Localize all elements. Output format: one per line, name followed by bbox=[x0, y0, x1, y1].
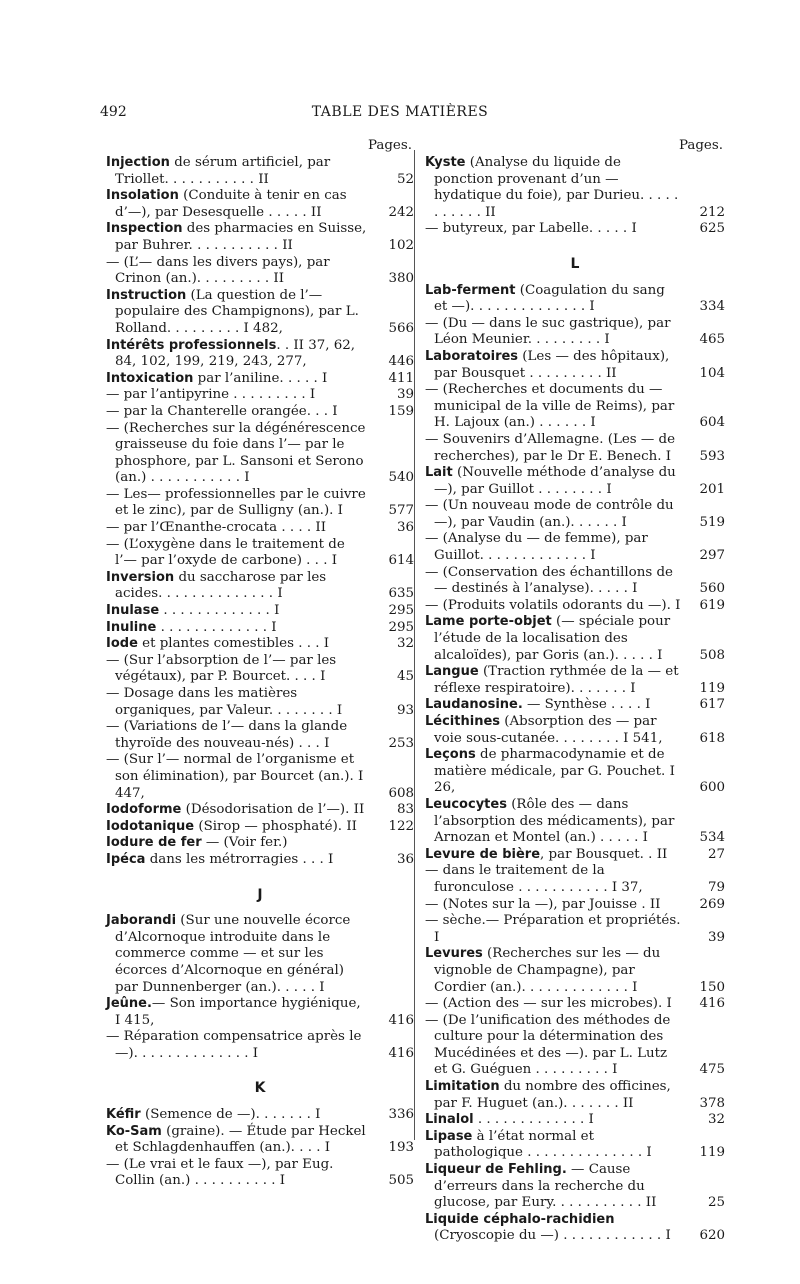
index-entry bbox=[106, 155, 414, 188]
index-entry bbox=[425, 155, 725, 221]
entry-keyword: Intérêts professionnels bbox=[106, 337, 277, 353]
entry-text: — butyreux, par Labelle. . . . . I bbox=[425, 221, 637, 237]
section-letter: L bbox=[570, 255, 580, 272]
index-entry bbox=[425, 316, 725, 349]
entry-page: 25 bbox=[707, 1195, 725, 1211]
index-entry bbox=[106, 537, 414, 570]
index-entry bbox=[106, 620, 414, 637]
index-entry bbox=[106, 404, 414, 421]
entry-page: 295 bbox=[388, 619, 414, 635]
entry-keyword: Liquide céphalo-rachidien bbox=[425, 1211, 615, 1227]
entry-keyword: Inuline bbox=[106, 619, 157, 635]
entry-page: 540 bbox=[388, 470, 414, 486]
index-entry bbox=[425, 432, 725, 465]
index-entry bbox=[425, 465, 725, 498]
entry-keyword: Inspection bbox=[106, 221, 183, 237]
entry-page: 566 bbox=[388, 320, 414, 336]
entry-text: — (De l’unification des méthodes de culture pour la détermination des Mucédinées et des —). par L. Lutz et G. Guéguen . . . . . . . . . I bbox=[425, 1012, 671, 1078]
entry-keyword: Jeûne. bbox=[106, 996, 152, 1012]
index-entry bbox=[106, 686, 414, 719]
index-entry bbox=[425, 946, 725, 996]
entry-page: 617 bbox=[699, 697, 725, 713]
entry-page: 45 bbox=[396, 669, 414, 685]
index-entry bbox=[425, 714, 725, 747]
index-entry bbox=[106, 255, 414, 288]
pages-label-right: Pages. bbox=[678, 138, 723, 153]
index-entry bbox=[106, 338, 414, 371]
entry-keyword: Leçons bbox=[425, 747, 476, 763]
index-entry bbox=[106, 996, 414, 1029]
index-entry bbox=[425, 598, 725, 615]
entry-text: — (Un nouveau mode de contrôle du —), par Vaudin (an.). . . . . . I bbox=[425, 498, 674, 530]
entry-page: 614 bbox=[388, 553, 414, 569]
entry-page: 635 bbox=[388, 586, 414, 602]
entry-text: de pharmacodynamie et de matière médicale, par G. Pouchet. I 26, bbox=[434, 747, 675, 796]
index-entry bbox=[425, 913, 725, 946]
entry-keyword: Laboratoires bbox=[425, 348, 519, 364]
entry-text: (Désodorisation de l’—). II bbox=[181, 802, 365, 818]
entry-page: 39 bbox=[396, 387, 414, 403]
index-entry bbox=[425, 1129, 725, 1162]
entry-page: 102 bbox=[388, 237, 414, 253]
entry-page: 104 bbox=[699, 365, 725, 381]
entry-keyword: Lab-ferment bbox=[425, 282, 516, 298]
entry-page: 39 bbox=[707, 929, 725, 945]
entry-text: — Les— professionnelles par le cuivre et le zinc), par de Sulligny (an.). I bbox=[106, 486, 366, 519]
entry-page: 608 bbox=[388, 785, 414, 801]
entry-text: (Cryoscopie du —) . . . . . . . . . . . . I bbox=[434, 1228, 671, 1244]
index-entry bbox=[106, 835, 414, 852]
index-entry bbox=[425, 382, 725, 432]
index-entry bbox=[425, 847, 725, 864]
index-entry bbox=[106, 752, 414, 802]
entry-page: 475 bbox=[699, 1062, 725, 1078]
entry-text: — Synthèse . . . . I bbox=[522, 697, 651, 713]
index-entry bbox=[425, 863, 725, 896]
index-entry bbox=[106, 371, 414, 388]
entry-text: (Coagulation du sang et —). . . . . . . . . . . . . . I bbox=[434, 282, 665, 315]
entry-page: 122 bbox=[388, 818, 414, 834]
entry-text: — (Recherches sur la dégénérescence graisseuse du foie dans l’— par le phosphore, par L. Sansoni et Serono (an.) . . . . . . . . . . . I bbox=[106, 420, 366, 486]
entry-text: , par Bousquet. . II bbox=[540, 846, 668, 862]
entry-text: — (L’oxygène dans le traitement de l’— par l’oxyde de carbone) . . . I bbox=[106, 536, 345, 569]
index-entry bbox=[106, 1157, 414, 1190]
entry-text: (Nouvelle méthode d’analyse du —), par Guillot . . . . . . . . I bbox=[434, 465, 676, 497]
entry-text: — (Produits volatils odorants du —). I bbox=[425, 597, 681, 613]
index-entry bbox=[106, 188, 414, 221]
entry-page: 625 bbox=[699, 221, 725, 237]
entry-keyword: Ko-Sam bbox=[106, 1123, 162, 1139]
index-entry bbox=[425, 1013, 725, 1079]
entry-page: 619 bbox=[699, 597, 725, 613]
entry-keyword: Laudanosine. bbox=[425, 697, 523, 713]
entry-page: 465 bbox=[699, 332, 725, 348]
entry-keyword: Leucocytes bbox=[425, 796, 507, 812]
entry-keyword: Limitation bbox=[425, 1079, 500, 1095]
entry-text: — par l’antipyrine . . . . . . . . . I bbox=[106, 387, 316, 403]
entry-text: — (Sur l’— normal de l’organisme et son élimination), par Bourcet (an.). I 447, bbox=[106, 752, 364, 801]
entry-keyword: Iodotanique bbox=[106, 818, 195, 834]
entry-text: des pharmacies en Suisse, par Buhrer. . . . . . . . . . . II bbox=[115, 221, 367, 253]
entry-keyword: Iode bbox=[106, 636, 138, 652]
entry-keyword: Iodure de fer bbox=[106, 835, 202, 851]
entry-text: dans les métrorragies . . . I bbox=[145, 851, 334, 867]
entry-page: 560 bbox=[699, 581, 725, 597]
entry-keyword: Insolation bbox=[106, 188, 179, 204]
entry-text: (— spéciale pour l’étude de la localisation des alcaloïdes), par Goris (an.). . . . . I bbox=[434, 614, 671, 663]
entry-text: du saccharose par les acides. . . . . . . . . . . . . . I bbox=[115, 569, 327, 602]
entry-page: 295 bbox=[388, 603, 414, 619]
index-entry bbox=[106, 221, 414, 254]
entry-keyword: Linalol bbox=[425, 1112, 474, 1128]
entry-text: (graine). — Étude par Heckel et Schlagdenhauffen (an.). . . . I bbox=[115, 1123, 366, 1156]
index-entry bbox=[106, 913, 414, 996]
entry-text: — (Conservation des échantillons de — destinés à l’analyse). . . . . I bbox=[425, 564, 673, 597]
entry-text: (Rôle des — dans l’absorption des médicaments), par Arnozan et Montel (an.) . . . . . I bbox=[434, 796, 675, 846]
entry-text: à l’état normal et pathologique . . . . . . . . . . . . . . I bbox=[434, 1128, 652, 1161]
entry-keyword: Levure de bière bbox=[425, 846, 541, 862]
entry-page: 577 bbox=[388, 503, 414, 519]
index-entry bbox=[425, 747, 725, 797]
entry-text: — (Du — dans le suc gastrique), par Léon Meunier. . . . . . . . . I bbox=[425, 315, 671, 348]
index-entry bbox=[425, 897, 725, 914]
entry-text: — (Action des — sur les microbes). I bbox=[425, 996, 672, 1012]
entry-text: — dans le traitement de la furonculose . . . . . . . . . . . I 37, bbox=[425, 863, 643, 895]
index-entry bbox=[106, 802, 414, 819]
index-entry bbox=[106, 1029, 414, 1062]
entry-page: 505 bbox=[388, 1173, 414, 1189]
entry-page: 36 bbox=[396, 520, 414, 536]
entry-text: . . . . . . . . . . . . . I bbox=[159, 603, 280, 619]
index-entry bbox=[425, 283, 725, 316]
index-entry bbox=[106, 570, 414, 603]
index-entry bbox=[106, 719, 414, 752]
entry-page: 242 bbox=[388, 204, 414, 220]
entry-text: (Traction rythmée de la — et réflexe respiratoire). . . . . . . I bbox=[434, 664, 679, 696]
entry-text: (Sirop — phosphaté). II bbox=[194, 818, 357, 834]
index-entry bbox=[425, 1212, 725, 1245]
entry-page: 416 bbox=[388, 1012, 414, 1028]
entry-page: 79 bbox=[707, 879, 725, 895]
entry-text: — par la Chanterelle orangée. . . I bbox=[106, 403, 338, 419]
entry-text: — Cause d’erreurs dans la recherche du glucose, par Eury. . . . . . . . . . . II bbox=[434, 1162, 657, 1211]
entry-text: par l’aniline. . . . . I bbox=[193, 370, 328, 386]
entry-page: 593 bbox=[699, 448, 725, 464]
entry-page: 446 bbox=[388, 354, 414, 370]
entry-text: (Analyse du liquide de ponction provenant d’un — hydatique du foie), par Durieu. . . . . . . . . . . II bbox=[434, 155, 679, 220]
entry-text: — Souvenirs d’Allemagne. (Les — de recherches), par le Dr E. Benech. I bbox=[425, 431, 676, 464]
index-entry bbox=[425, 531, 725, 564]
entry-page: 411 bbox=[388, 370, 414, 386]
index-entry bbox=[106, 487, 414, 520]
entry-page: 519 bbox=[699, 514, 725, 530]
section-letter: K bbox=[254, 1080, 266, 1097]
entry-text: et plantes comestibles . . . I bbox=[137, 636, 330, 652]
entry-page: 32 bbox=[396, 636, 414, 652]
index-entry bbox=[106, 852, 414, 869]
index-entry bbox=[106, 387, 414, 404]
entry-page: 334 bbox=[699, 299, 725, 315]
entry-keyword: Ipéca bbox=[106, 851, 146, 867]
entry-text: . . II 37, 62, 84, 102, 199, 219, 243, 277, bbox=[115, 337, 356, 370]
entry-text: (Semence de —). . . . . . . I bbox=[140, 1107, 321, 1123]
entry-page: 620 bbox=[699, 1228, 725, 1244]
entry-text: . . . . . . . . . . . . . I bbox=[156, 619, 277, 635]
page-number: 492 bbox=[100, 104, 127, 120]
entry-keyword: Lécithines bbox=[425, 714, 500, 729]
entry-text: (Conduite à tenir en cas d’—), par Desesquelle . . . . . II bbox=[115, 188, 347, 220]
entry-page: 269 bbox=[699, 896, 725, 912]
entry-page: 508 bbox=[699, 647, 725, 663]
entry-page: 52 bbox=[396, 171, 414, 187]
entry-page: 150 bbox=[699, 979, 725, 995]
index-entry bbox=[425, 697, 725, 714]
pages-label-left: Pages. bbox=[367, 138, 412, 153]
index-entry bbox=[425, 1079, 725, 1112]
entry-text: — Réparation compensatrice après le —). . . . . . . . . . . . . . I bbox=[106, 1029, 362, 1061]
entry-page: 380 bbox=[388, 271, 414, 287]
entry-keyword: Injection bbox=[106, 155, 170, 170]
entry-page: 604 bbox=[699, 415, 725, 431]
entry-keyword: Lipase bbox=[425, 1128, 473, 1144]
entry-page: 534 bbox=[699, 830, 725, 846]
entry-page: 618 bbox=[699, 730, 725, 746]
entry-text: du nombre des officines, par F. Huguet (an.). . . . . . . II bbox=[434, 1079, 671, 1111]
entry-page: 416 bbox=[388, 1045, 414, 1061]
entry-keyword: Intoxication bbox=[106, 370, 194, 386]
index-entry bbox=[106, 636, 414, 653]
index-entry bbox=[106, 653, 414, 686]
entry-text: — (Le vrai et le faux —), par Eug. Collin (an.) . . . . . . . . . . I bbox=[106, 1156, 334, 1189]
index-entry bbox=[425, 349, 725, 382]
running-head: TABLE DES MATIÈRES bbox=[311, 104, 489, 120]
entry-text: (La question de l’— populaire des Champignons), par L. Rolland. . . . . . . . . I 482, bbox=[115, 287, 359, 336]
index-entry bbox=[425, 1112, 725, 1129]
index-entry bbox=[106, 819, 414, 836]
index-entry bbox=[425, 498, 725, 531]
entry-text: — (Analyse du — de femme), par Guillot. . . . . . . . . . . . . I bbox=[425, 531, 648, 564]
entry-page: 119 bbox=[699, 680, 725, 696]
entry-keyword: Liqueur de Fehling. bbox=[425, 1162, 567, 1178]
entry-text: — par l’Œnanthe-crocata . . . . II bbox=[106, 520, 327, 536]
column-divider bbox=[414, 150, 415, 1140]
entry-text: — (Variations de l’— dans la glande thyroïde des nouveau-nés) . . . I bbox=[106, 719, 348, 751]
entry-text: — sèche.— Préparation et propriétés. I bbox=[425, 913, 681, 945]
entry-text: — (Recherches et documents du — municipal de la ville de Reims), par H. Lajoux (an.) . . . . . . I bbox=[425, 382, 675, 431]
entry-keyword: Langue bbox=[425, 664, 479, 680]
index-entry bbox=[425, 996, 725, 1013]
entry-page: 336 bbox=[388, 1107, 414, 1123]
entry-page: 212 bbox=[699, 204, 725, 220]
entry-page: 36 bbox=[396, 851, 414, 867]
entry-page: 83 bbox=[396, 802, 414, 818]
entry-page: 27 bbox=[707, 846, 725, 862]
section-letter: J bbox=[257, 886, 263, 903]
entry-text: (Les — des hôpitaux), par Bousquet . . . . . . . . . II bbox=[434, 348, 670, 381]
index-entry bbox=[425, 614, 725, 664]
index-column-left bbox=[106, 138, 414, 1190]
entry-text: (Sur une nouvelle écorce d’Alcornoque introduite dans le commerce comme — et sur les écorces d’Alcornoque en général) par Dunnenberger (an.). . . . . I bbox=[115, 913, 351, 995]
entry-page: 600 bbox=[699, 780, 725, 796]
entry-keyword: Inversion bbox=[106, 569, 175, 585]
index-entry bbox=[425, 1162, 725, 1212]
entry-keyword: Lame porte-objet bbox=[425, 614, 552, 630]
entry-text: (Absorption des — par voie sous-cutanée. . . . . . . . I 541, bbox=[434, 714, 663, 746]
entry-text: — (L’— dans les divers pays), par Crinon (an.). . . . . . . . . II bbox=[106, 254, 330, 287]
entry-keyword: Inulase bbox=[106, 603, 160, 619]
entry-page: 32 bbox=[707, 1112, 725, 1128]
index-entry bbox=[106, 603, 414, 620]
index-column-right bbox=[425, 138, 725, 1245]
entry-page: 378 bbox=[699, 1095, 725, 1111]
entry-page: 119 bbox=[699, 1145, 725, 1161]
entry-keyword: Lait bbox=[425, 465, 453, 481]
index-entry bbox=[106, 1107, 414, 1124]
index-entry bbox=[106, 288, 414, 338]
entry-text: (Recherches sur les — du vignoble de Champagne), par Cordier (an.). . . . . . . . . . . . . I bbox=[434, 946, 661, 995]
entry-page: 93 bbox=[396, 702, 414, 718]
entry-page: 159 bbox=[388, 403, 414, 419]
entry-text: — (Sur l’absorption de l’— par les végétaux), par P. Bourcet. . . . I bbox=[106, 652, 337, 685]
entry-page: 201 bbox=[699, 481, 725, 497]
entry-keyword: Kyste bbox=[425, 155, 466, 170]
index-entry bbox=[106, 421, 414, 487]
entry-keyword: Iodoforme bbox=[106, 802, 182, 818]
entry-text: — (Notes sur la —), par Jouisse . II bbox=[425, 896, 661, 912]
entry-keyword: Levures bbox=[425, 946, 483, 962]
entry-keyword: Jaborandi bbox=[106, 913, 177, 929]
index-entry bbox=[425, 664, 725, 697]
index-entry bbox=[106, 520, 414, 537]
entry-page: 297 bbox=[699, 548, 725, 564]
entry-page: 253 bbox=[388, 735, 414, 751]
entry-page: 416 bbox=[699, 996, 725, 1012]
index-entry bbox=[425, 221, 725, 238]
entry-text: — (Voir fer.) bbox=[201, 835, 288, 851]
entry-text: — Dosage dans les matières organiques, par Valeur. . . . . . . . I bbox=[106, 686, 343, 718]
entry-text: — Son importance hygiénique, I 415, bbox=[115, 996, 361, 1028]
entry-text: de sérum artificiel, par Triollet. . . . . . . . . . . II bbox=[115, 155, 331, 187]
entry-keyword: Instruction bbox=[106, 287, 187, 303]
index-entry bbox=[425, 797, 725, 847]
entry-text: . . . . . . . . . . . . . I bbox=[473, 1112, 594, 1128]
index-entry bbox=[106, 1124, 414, 1157]
entry-page: 193 bbox=[388, 1140, 414, 1156]
entry-keyword: Kéfir bbox=[106, 1107, 141, 1123]
index-entry bbox=[425, 565, 725, 598]
